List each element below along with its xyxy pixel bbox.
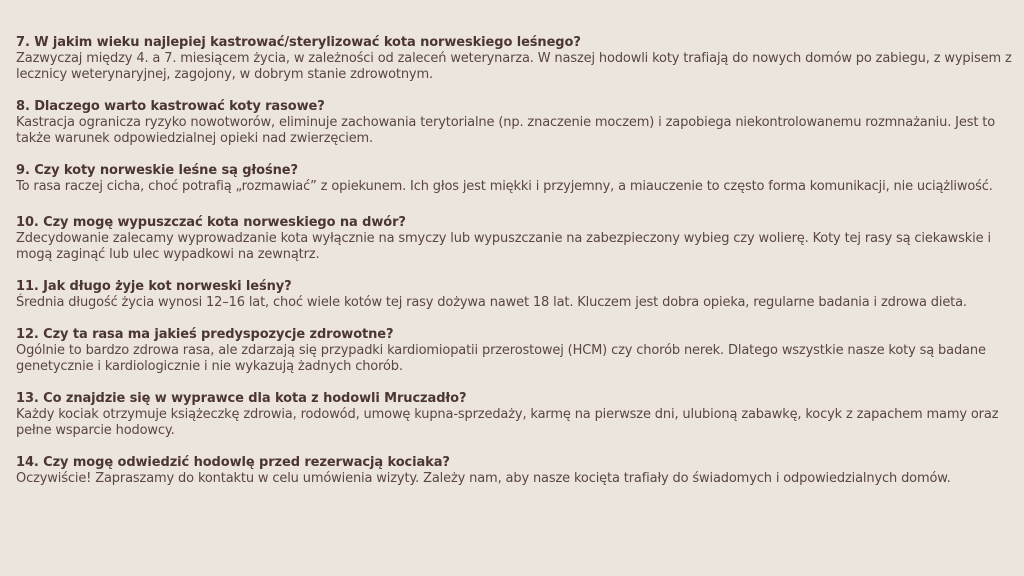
faq-item-9 [16,163,1012,195]
faq-question: 13. Co znajdzie się w wyprawce dla kota z hodowli Mruczadło? [16,391,467,406]
faq-item-14 [16,455,1012,487]
faq-list [16,35,1012,487]
faq-item-8 [16,99,1012,147]
faq-question: 7. W jakim wieku najlepiej kastrować/sterylizować kota norweskiego leśnego? [16,35,581,50]
faq-question: 10. Czy mogę wypuszczać kota norweskiego na dwór? [16,215,406,230]
faq-question: 8. Dlaczego warto kastrować koty rasowe? [16,99,325,114]
faq-question: 12. Czy ta rasa ma jakieś predyspozycje zdrowotne? [16,327,394,342]
faq-answer: Oczywiście! Zapraszamy do kontaktu w celu umówienia wizyty. Zależy nam, aby nasze kocięta trafiały do świadomych i odpowiedzialnych domów. [16,471,951,486]
faq-item-10 [16,215,1012,263]
faq-answer: Każdy kociak otrzymuje książeczkę zdrowia, rodowód, umowę kupna-sprzedaży, karmę na pierwsze dni, ulubioną zabawkę, kocyk z zapachem mamy oraz pełne wsparcie hodowcy. [16,407,999,438]
faq-answer: Ogólnie to bardzo zdrowa rasa, ale zdarzają się przypadki kardiomiopatii przerostowej (HCM) czy chorób nerek. Dlatego wszystkie nasze koty są badane genetycznie i kardiologicznie i nie wykazują żadnych chorób. [16,343,986,374]
faq-answer: Zazwyczaj między 4. a 7. miesiącem życia, w zależności od zaleceń weterynarza. W naszej hodowli koty trafiają do nowych domów po zabiegu, z wypisem z lecznicy weterynaryjnej, zagojony, w dobrym stanie zdrowotnym. [16,51,1012,82]
faq-question: 9. Czy koty norweskie leśne są głośne? [16,163,298,178]
faq-answer: Średnia długość życia wynosi 12–16 lat, choć wiele kotów tej rasy dożywa nawet 18 lat. Kluczem jest dobra opieka, regularne badania i zdrowa dieta. [16,295,967,310]
faq-question: 11. Jak długo żyje kot norweski leśny? [16,279,292,294]
faq-question: 14. Czy mogę odwiedzić hodowlę przed rezerwacją kociaka? [16,455,450,470]
faq-item-7 [16,35,1012,83]
faq-answer: To rasa raczej cicha, choć potrafią „rozmawiać” z opiekunem. Ich głos jest miękki i przyjemny, a miauczenie to często forma komunikacji, nie uciążliwość. [16,179,993,194]
faq-answer: Kastracja ogranicza ryzyko nowotworów, eliminuje zachowania terytorialne (np. znaczenie moczem) i zapobiega niekontrolowanemu rozmnażaniu. Jest to także warunek odpowiedzialnej opieki nad zwierzęciem. [16,115,996,146]
faq-item-11 [16,279,1012,311]
faq-answer: Zdecydowanie zalecamy wyprowadzanie kota wyłącznie na smyczy lub wypuszczanie na zabezpieczony wybieg czy wolierę. Koty tej rasy są ciekawskie i mogą zaginąć lub ulec wypadkowi na zewnątrz. [16,231,991,262]
faq-item-13 [16,391,1012,439]
faq-item-12 [16,327,1012,375]
